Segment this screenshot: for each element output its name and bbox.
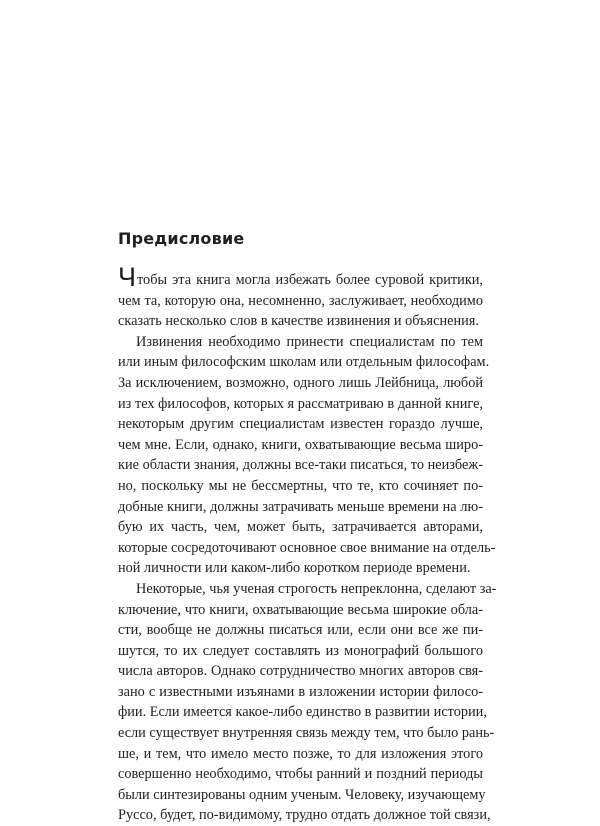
text-line: но, поскольку мы не бессмертны, что те, кто сочиняет по- bbox=[118, 477, 483, 494]
section-heading: Предисловие bbox=[118, 229, 245, 248]
text-line: Чтобы эта книга могла избежать более суровой критики, bbox=[118, 262, 483, 292]
drop-cap: Ч bbox=[118, 262, 136, 292]
text-line: бую их часть, чем, может быть, затрачивается авторами, bbox=[118, 519, 483, 536]
text-line: если существует внутренняя связь между тем, что было рань- bbox=[118, 725, 495, 742]
preface-text bbox=[118, 262, 497, 826]
text-line: Руссо, будет, по-видимому, трудно отдать должное той связи, bbox=[118, 807, 491, 824]
text-line: некоторым другим специалистам известен гораздо лучше, bbox=[118, 416, 483, 433]
text-line: Извинения необходимо принести специалистам по тем bbox=[136, 333, 483, 350]
text-line: совершенно необходимо, чтобы ранний и поздний периоды bbox=[118, 766, 483, 783]
text-line: ше, и тем, что имело место позже, то для изложения этого bbox=[118, 745, 483, 762]
text-line: ключение, что книги, охватывающие весьма широкие обла- bbox=[118, 601, 483, 618]
text-line: которые сосредоточивают основное свое внимание на отдель- bbox=[118, 539, 496, 556]
text-line: ной личности или каком-либо коротком периоде времени. bbox=[118, 560, 471, 577]
text-line: добные книги, должны затрачивать меньше времени на лю- bbox=[118, 498, 483, 515]
text-line: шутся, то их следует составлять из монографий большого bbox=[118, 642, 483, 659]
text-line: сти, вообще не должны писаться или, если они все же пи- bbox=[118, 622, 483, 639]
text-line: фии. Если имеется какое-либо единство в развитии истории, bbox=[118, 704, 487, 721]
text-line: чем та, которую она, несомненно, заслуживает, необходимо bbox=[118, 292, 483, 309]
text-line: или иным философским школам или отдельным философам. bbox=[118, 354, 490, 371]
text-line: кие области знания, должны все-таки писаться, то неизбеж- bbox=[118, 457, 483, 474]
text-line: были синтезированы одним ученым. Человеку, изучающему bbox=[118, 786, 486, 803]
text-line: из тех философов, которых я рассматриваю в данной книге, bbox=[118, 395, 483, 412]
text-line: сказать несколько слов в качестве извинения и объяснения. bbox=[118, 313, 479, 330]
text-line: Некоторые, чья ученая строгость непреклонна, сделают за- bbox=[136, 580, 497, 597]
text-line: За исключением, возможно, одного лишь Лейбница, любой bbox=[118, 374, 483, 391]
text-line: чем мне. Если, однако, книги, охватывающие весьма широ- bbox=[118, 436, 483, 453]
text-line: зано с известными изъянами в изложении истории филосо- bbox=[118, 683, 483, 700]
text-line: числа авторов. Однако сотрудничество многих авторов свя- bbox=[118, 663, 483, 680]
